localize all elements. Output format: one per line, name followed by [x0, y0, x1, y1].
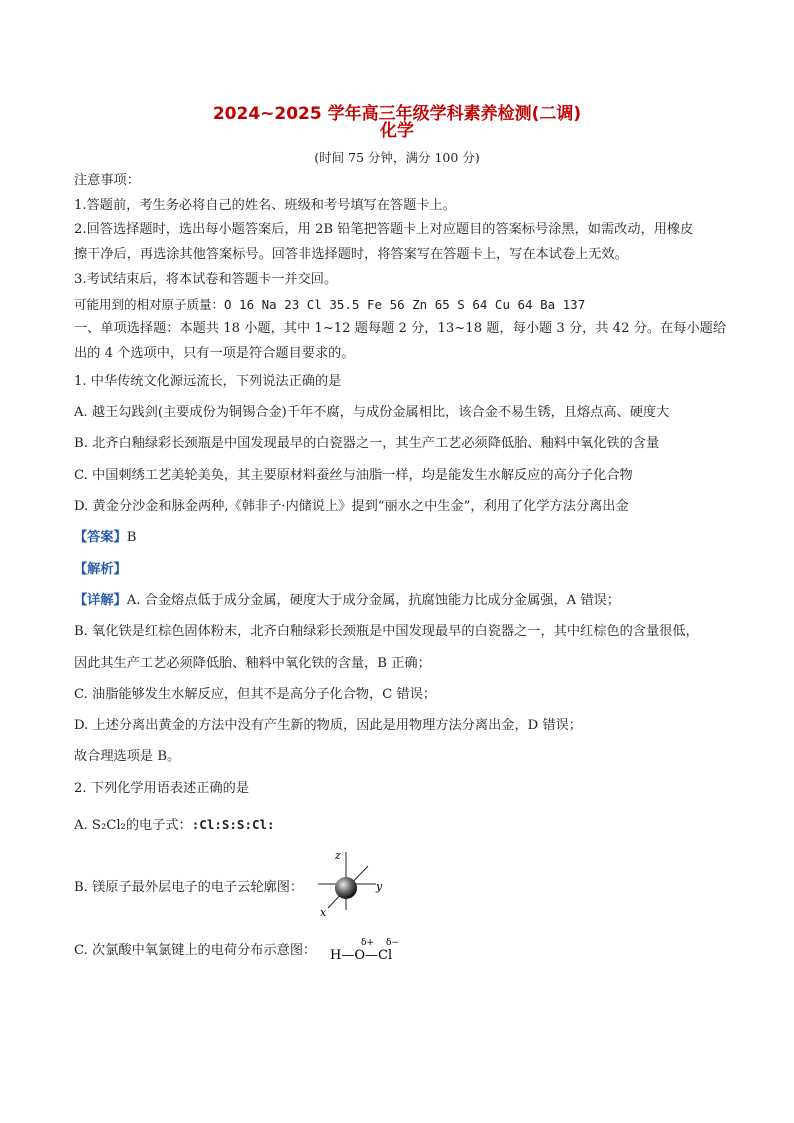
answer-value: B — [126, 530, 137, 545]
q2-stem: 2. 下列化学用语表述正确的是 — [74, 781, 250, 796]
exam-title: 2024~2025 学年高三年级学科素养检测(二调) — [212, 104, 582, 124]
q2-b-label: B. 镁原子最外层电子的电子云轮廓图： — [74, 880, 304, 895]
electron-cloud-diagram — [312, 848, 392, 920]
q1-detail-b1: B. 氧化铁是红棕色固体粉末，北齐白釉绿彩长颈瓶是中国发现最早的白瓷器之一，其中红棕色的含量很低， — [74, 624, 699, 639]
analysis-tag: 【解析】 — [74, 562, 127, 577]
notes-heading: 注意事项： — [74, 173, 140, 188]
q1-detail-a: 【详解】A. 合金熔点低于成分金属，硬度大于成分金属，抗腐蚀能力比成分金属强，A 错误； — [74, 593, 620, 608]
section1-intro-b: 出的 4 个选项中，只有一项是符合题目要求的。 — [74, 346, 355, 361]
q1-conclusion: 故合理选项是 B。 — [74, 749, 181, 764]
q1-detail-b2: 因此其生产工艺必须降低胎、釉料中氧化铁的含量，B 正确； — [74, 656, 431, 671]
note-1: 1.答题前，考生务必将自己的姓名、班级和考号填写在答题卡上。 — [74, 198, 456, 213]
detail-tag: 【详解】 — [74, 593, 127, 608]
delta-minus-label: δ− — [386, 938, 399, 948]
subject-title: 化学 — [380, 121, 414, 141]
note-2b: 擦干净后，再选涂其他答案标号。回答非选择题时，将答案写在答题卡上，写在本试卷上无效。 — [74, 247, 628, 262]
q1-answer — [74, 529, 724, 547]
q2-option-a — [74, 816, 724, 835]
q2-option-b — [74, 879, 724, 897]
atomic-masses: 可能用到的相对原子质量：O 16 Na 23 Cl 35.5 Fe 56 Zn 65 S 64 Cu 64 Ba 137 — [74, 297, 586, 312]
delta-plus-label: δ+ — [361, 938, 374, 948]
charge-distribution-diagram — [330, 936, 410, 964]
answer-tag: 【答案】 — [74, 530, 127, 545]
q1-option-d: D. 黄金分沙金和脉金两种,《韩非子·内储说上》提到“丽水之中生金”，利用了化学方法分离出金 — [74, 499, 629, 514]
note-3: 3.考试结束后，将本试卷和答题卡一并交回。 — [74, 272, 338, 287]
s-orbital-sphere — [335, 877, 357, 899]
hocl-formula: H—O—Cl — [330, 948, 393, 963]
q1-option-b: B. 北齐白釉绿彩长颈瓶是中国发现最早的白瓷器之一，其生产工艺必须降低胎、釉料中氧化铁的含量 — [74, 436, 660, 451]
section1-intro-a: 一、单项选择题：本题共 18 小题，其中 1~12 题每题 2 分，13~18 题，每小题 3 分，共 42 分。在每小题给 — [74, 321, 727, 336]
q1-analysis — [74, 561, 724, 579]
q1-stem: 1. 中华传统文化源远流长，下列说法正确的是 — [74, 374, 342, 389]
electron-formula: :Cl:S:S:Cl: — [191, 817, 275, 832]
q1-option-a: A. 越王勾践剑(主要成份为铜锡合金)千年不腐，与成份金属相比，该合金不易生锈，且熔点高、硬度大 — [74, 405, 670, 420]
note-2a: 2.回答选择题时，选出每小题答案后，用 2B 铅笔把答题卡上对应题目的答案标号涂黑，如需改动，用橡皮 — [74, 222, 694, 237]
axis-x-label: x — [320, 906, 327, 919]
q2-a-label: A. S₂Cl₂的电子式： — [74, 818, 192, 833]
q2-c-label: C. 次氯酸中氧氯键上的电荷分布示意图： — [74, 943, 317, 958]
q1-detail-c: C. 油脂能够发生水解反应，但其不是高分子化合物，C 错误； — [74, 687, 436, 702]
axis-y-label: y — [376, 880, 383, 893]
time-note: (时间 75 分钟，满分 100 分) — [314, 150, 480, 165]
q1-detail-d: D. 上述分离出黄金的方法中没有产生新的物质，因此是用物理方法分离出金，D 错误； — [74, 718, 582, 733]
q1-option-c: C. 中国刺绣工艺美轮美奂，其主要原材料蚕丝与油脂一样，均是能发生水解反应的高分子化合物 — [74, 468, 633, 483]
axis-z-label: z — [335, 849, 341, 862]
